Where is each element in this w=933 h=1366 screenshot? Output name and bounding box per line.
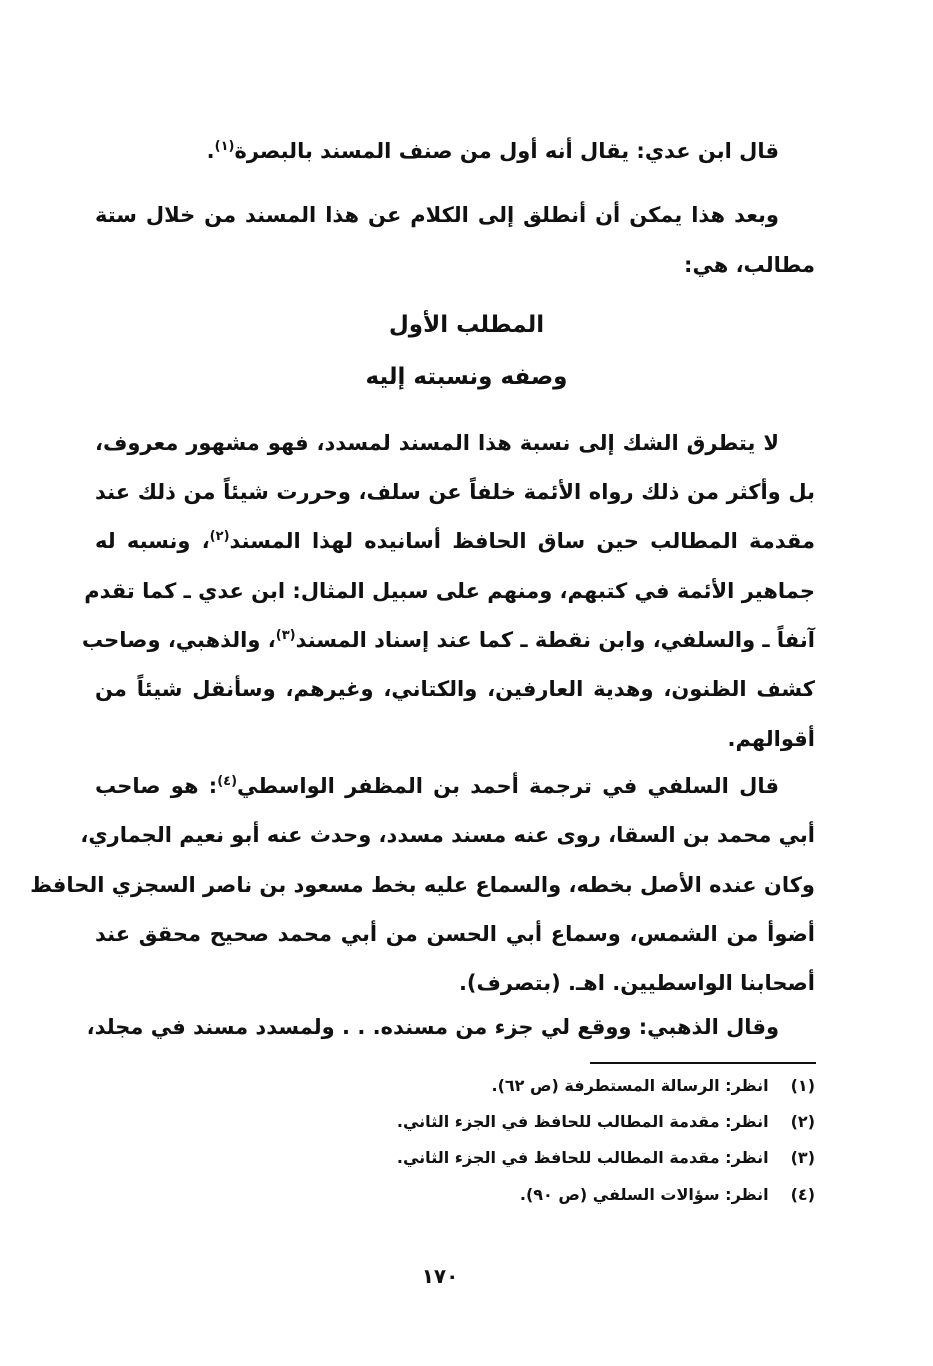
footnote [491, 1076, 815, 1095]
paragraph-line [95, 526, 815, 556]
intro-para-line: وبعد هذا يمكن أن أنطلق إلى الكلام عن هذا المسند من خلال ستة [95, 203, 779, 227]
paragraph-line [81, 625, 815, 655]
paragraph-line [80, 820, 815, 850]
text: آنفاً ـ والسلفي، وابن نقطة ـ كما عند إسناد المسند [295, 628, 815, 652]
paragraph-line [84, 576, 815, 606]
paragraph-line [95, 428, 815, 458]
paragraph-line [95, 674, 815, 704]
text: : هو صاحب [95, 774, 218, 798]
paragraph-line [30, 870, 815, 900]
text: أصحابنا الواسطيين. اهـ. (بتصرف). [458, 971, 815, 995]
text: لا يتطرق الشك إلى نسبة هذا المسند لمسدد، فهو مشهور معروف، [95, 431, 779, 455]
footnote-text: انظر: مقدمة المطالب للحافظ في الجزء الثاني. [396, 1148, 769, 1167]
footnote-text: انظر: الرسالة المستطرفة (ص ٦٢). [491, 1076, 769, 1095]
text: وكان عنده الأصل بخطه، والسماع عليه بخط مسعود بن ناصر السجزي الحافظ [30, 873, 815, 897]
footnote [520, 1185, 815, 1204]
text: كشف الظنون، وهدية العارفين، والكتاني، وغيرهم، وسأنقل شيئاً من [95, 677, 815, 701]
text: قال السلفي في ترجمة أحمد بن المظفر الواسطي [237, 774, 779, 798]
section-subtitle: وصفه ونسبته إليه [365, 364, 568, 390]
text: أضوأ من الشمس، وسماع أبي الحسن من أبي محمد صحيح محقق عند [95, 922, 815, 946]
footnote-ref[interactable]: (٤) [217, 774, 238, 789]
section-title: المطلب الأول [388, 312, 545, 338]
footnote-text: انظر: سؤالات السلفي (ص ٩٠). [519, 1185, 769, 1204]
footnote-ref[interactable]: (٣) [275, 628, 296, 643]
paragraph-line [95, 919, 815, 949]
paragraph-line [95, 771, 815, 801]
intro-para-line: مطالب، هي: [684, 253, 815, 277]
text: وقال الذهبي: ووقع لي جزء من مسنده. . . ولمسدد مسند في مجلد، [86, 1015, 779, 1039]
footnote-number: (٣) [790, 1148, 815, 1167]
text: ، والذهبي، وصاحب [81, 628, 276, 652]
text: أبي محمد بن السقا، روى عنه مسند مسدد، وحدث عنه أبو نعيم الجماري، [80, 823, 815, 847]
footnote-ref[interactable]: (١) [214, 139, 235, 154]
text: . [206, 139, 215, 163]
footnote-number: (٤) [790, 1185, 815, 1204]
text: قال ابن عدي: يقال أنه أول من صنف المسند بالبصرة [234, 139, 779, 163]
paragraph-line [95, 968, 815, 998]
page-number: ١٧٠ [421, 1264, 459, 1288]
paragraph-line [95, 724, 815, 754]
text: مقدمة المطالب حين ساق الحافظ أسانيده لهذا المسند [229, 529, 815, 553]
text: جماهير الأئمة في كتبهم، ومنهم على سبيل المثال: ابن عدي ـ كما تقدم [84, 579, 815, 603]
text: ، ونسبه له [95, 529, 210, 553]
footnote-number: (٢) [790, 1112, 815, 1131]
text: أقوالهم. [727, 727, 815, 751]
text: بل وأكثر من ذلك رواه الأئمة خلفاً عن سلف، وحررت شيئاً من ذلك عند [95, 480, 815, 504]
intro-line-1 [95, 136, 815, 166]
footnote-number: (١) [790, 1076, 815, 1095]
footnote-ref[interactable]: (٢) [209, 529, 230, 544]
footnote [397, 1148, 815, 1167]
paragraph-line [95, 477, 815, 507]
footnote-text: انظر: مقدمة المطالب للحافظ في الجزء الثاني. [396, 1112, 769, 1131]
footnote [397, 1112, 815, 1131]
footnote-divider [590, 1062, 816, 1064]
paragraph-line [86, 1012, 815, 1042]
